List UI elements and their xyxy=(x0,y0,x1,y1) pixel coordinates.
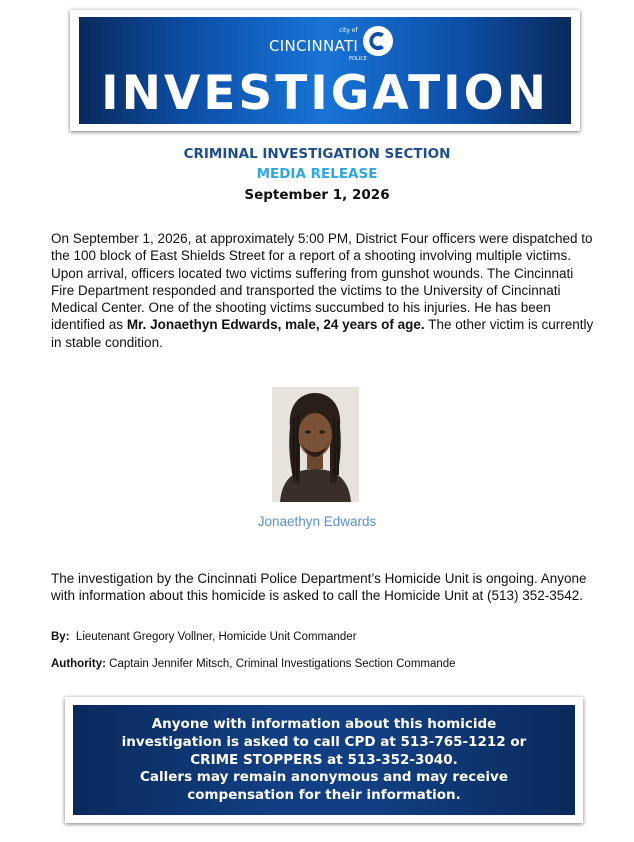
tipline-line-2: investigation is asked to call CPD at 513-765-1212 or xyxy=(121,733,527,750)
tipline-line-1: Anyone with information about this homicide xyxy=(151,716,497,732)
tipline-line-5: compensation for their information. xyxy=(187,787,461,804)
logo-city-of: city of xyxy=(339,27,358,34)
tipline-banner xyxy=(65,697,583,823)
logo-police: POLICE xyxy=(349,56,367,62)
victim-identification: Mr. Jonaethyn Edwards, male, 24 years of age. xyxy=(126,317,425,333)
photo-caption: Jonaethyn Edwards xyxy=(257,514,377,529)
incident-paragraph xyxy=(51,230,596,351)
tipline-text xyxy=(73,716,575,805)
contact-paragraph: The investigation by the Cincinnati Police Department’s Homicide Unit is ongoing. Anyone with information about this homicide is asked to call the Homicide Unit at (513) 352-3542. xyxy=(51,571,587,604)
release-heading: MEDIA RELEASE xyxy=(256,166,378,182)
cincinnati-police-logo xyxy=(269,23,399,65)
banner-background xyxy=(79,17,571,124)
incident-text-tail: The other victim is currently in stable condition. xyxy=(51,317,594,350)
tipline-line-3: CRIME STOPPERS at 513-352-3040. xyxy=(190,751,458,768)
section-heading: CRIMINAL INVESTIGATION SECTION xyxy=(183,146,451,162)
author-credit xyxy=(51,631,357,643)
victim-photo xyxy=(272,387,359,502)
logo-city-name: CINCINNATI xyxy=(269,37,359,55)
release-date: September 1, 2026 xyxy=(244,187,390,203)
incident-text: On September 1, 2026, at approximately 5:00 PM, District Four officers were dispatched to the 100 block of East Shields Street for a report of a shooting involving multiple victims. Upon arrival, officers located two victims suffering from gunshot wounds. The Cincinnati Fire Department responded and transported the victims to the University of Cincinnati Medical Center. One of the shooting victims succumbed to his injuries. He has been identified as xyxy=(51,231,593,333)
authority-label: Authority: xyxy=(51,658,106,670)
authority-credit xyxy=(51,658,456,670)
investigation-banner xyxy=(70,10,580,131)
c-logo-icon xyxy=(362,25,394,57)
banner-title: INVESTIGATION xyxy=(101,66,549,121)
by-value: Lieutenant Gregory Vollner, Homicide Unit Commander xyxy=(75,631,357,643)
tipline-line-4: Callers may remain anonymous and may receive xyxy=(139,769,508,786)
by-label: By: xyxy=(51,631,70,643)
authority-value: Captain Jennifer Mitsch, Criminal Investigations Section Commande xyxy=(109,658,456,670)
tipline-background xyxy=(73,705,575,815)
